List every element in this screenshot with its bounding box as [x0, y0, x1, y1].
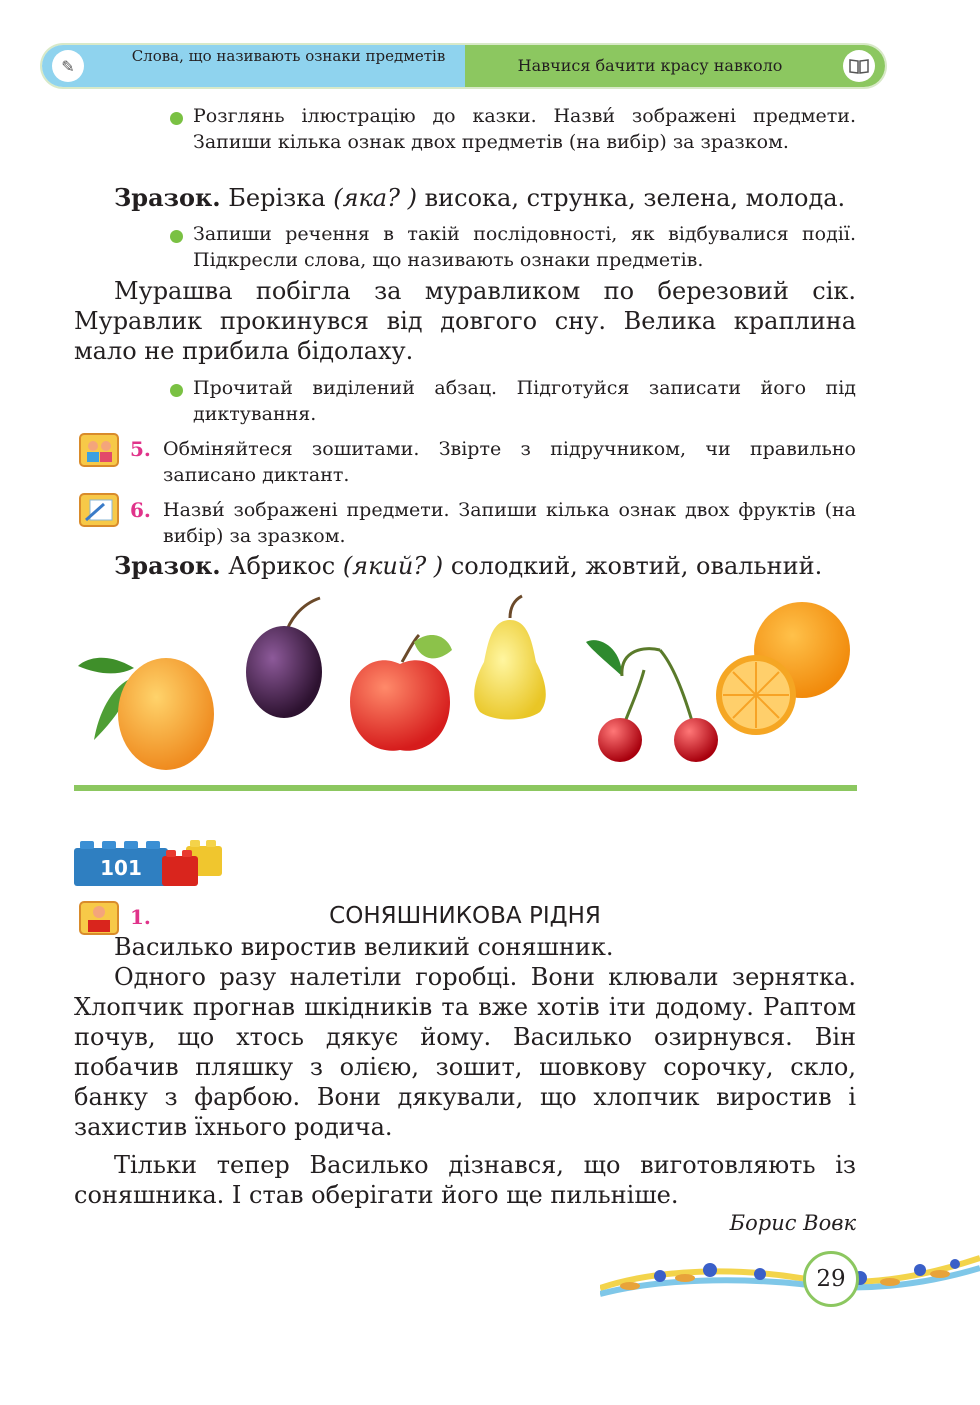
header-left — [42, 45, 465, 87]
writing-icon — [78, 490, 122, 534]
story-paragraph-2: Одного разу налетіли горобці. Вони клювали зернятка. Хлопчик прогнав шкідників та вже хотів іти додому. Раптом почув, що хтось дякує йому. Василько озирнувся. Він побачив пляшку з олією, зошит, шовкову сорочку, скло, банку з фарбою. Вони дякували, що хлопчик виростив і захистив їхнього родича. — [74, 963, 856, 1141]
sample-label: Зразок. — [114, 551, 221, 580]
task-5-number: 5. — [130, 437, 151, 461]
sample-1 — [114, 183, 856, 213]
sample-word: Берізка — [228, 184, 326, 212]
story-author: Борис Вовк — [729, 1211, 856, 1235]
cherry-icon — [586, 640, 718, 762]
task-6-text: Назви́ зображені предмети. Запиши кілька ознак двох фруктів (на вибір) за зразком. — [163, 499, 856, 547]
sample-rest: солодкий, жовтий, овальний. — [450, 552, 823, 580]
sample-label: Зразок. — [114, 183, 221, 212]
orange-icon — [716, 602, 850, 735]
header-left-title: Слова, що називають ознаки предметів — [131, 47, 446, 65]
flower-wreath-decoration — [600, 1248, 980, 1308]
story-title: СОНЯШНИКОВА РІДНЯ — [329, 903, 601, 929]
bullet-task-1: Розглянь ілюстрацію до казки. Назви́ зображені предмети. Запиши кілька ознак двох предметів (на вибір) за зразком. — [193, 105, 856, 153]
apple-icon — [350, 635, 452, 751]
sample-question: (який? ) — [342, 552, 444, 580]
bullet-dot — [170, 110, 183, 129]
book-icon — [843, 50, 875, 82]
bullet-dot — [170, 228, 183, 247]
task-6-number: 6. — [130, 498, 151, 522]
lesson-number: 101 — [100, 856, 142, 880]
section-divider — [74, 785, 857, 791]
bullet-dot — [170, 382, 183, 401]
pear-icon — [474, 596, 546, 720]
header-right-title: Навчися бачити красу навколо — [517, 56, 783, 75]
paragraph-1: Мурашва побігла за муравликом по березовий сік. Муравлик прокинувся від довгого сну. Велика краплина мало не прибила бідолаху. — [74, 277, 856, 365]
task-5-text: Обміняйтеся зошитами. Звірте з підручником, чи правильно записано диктант. — [163, 438, 856, 486]
story-paragraph-1: Василько виростив великий соняшник. — [114, 933, 614, 961]
bullet-task-2: Запиши речення в такій послідовності, як відбувалися події. Підкресли слова, що називають ознаки предметів. — [193, 223, 856, 271]
page-header — [42, 45, 885, 87]
fruits-illustration — [74, 590, 864, 780]
sample-rest: висока, струнка, зелена, молода. — [424, 184, 846, 212]
sample-2 — [114, 551, 856, 581]
bullet-task-3: Прочитай виділений абзац. Підготуйся записати його під диктування. — [193, 377, 856, 425]
sample-word: Абрикос — [228, 552, 336, 580]
header-right — [465, 45, 885, 87]
story-number: 1. — [130, 905, 151, 929]
page-number: 29 — [803, 1251, 859, 1307]
plum-icon — [246, 598, 322, 718]
apricot-icon — [78, 658, 214, 770]
story-paragraph-3: Тільки тепер Василько дізнався, що виготовляють із соняшника. І став оберігати його ще пильніше. — [74, 1151, 856, 1209]
sample-question: (яка? ) — [333, 184, 417, 212]
pair-work-icon — [78, 430, 122, 474]
pen-icon: ✎ — [52, 50, 84, 82]
